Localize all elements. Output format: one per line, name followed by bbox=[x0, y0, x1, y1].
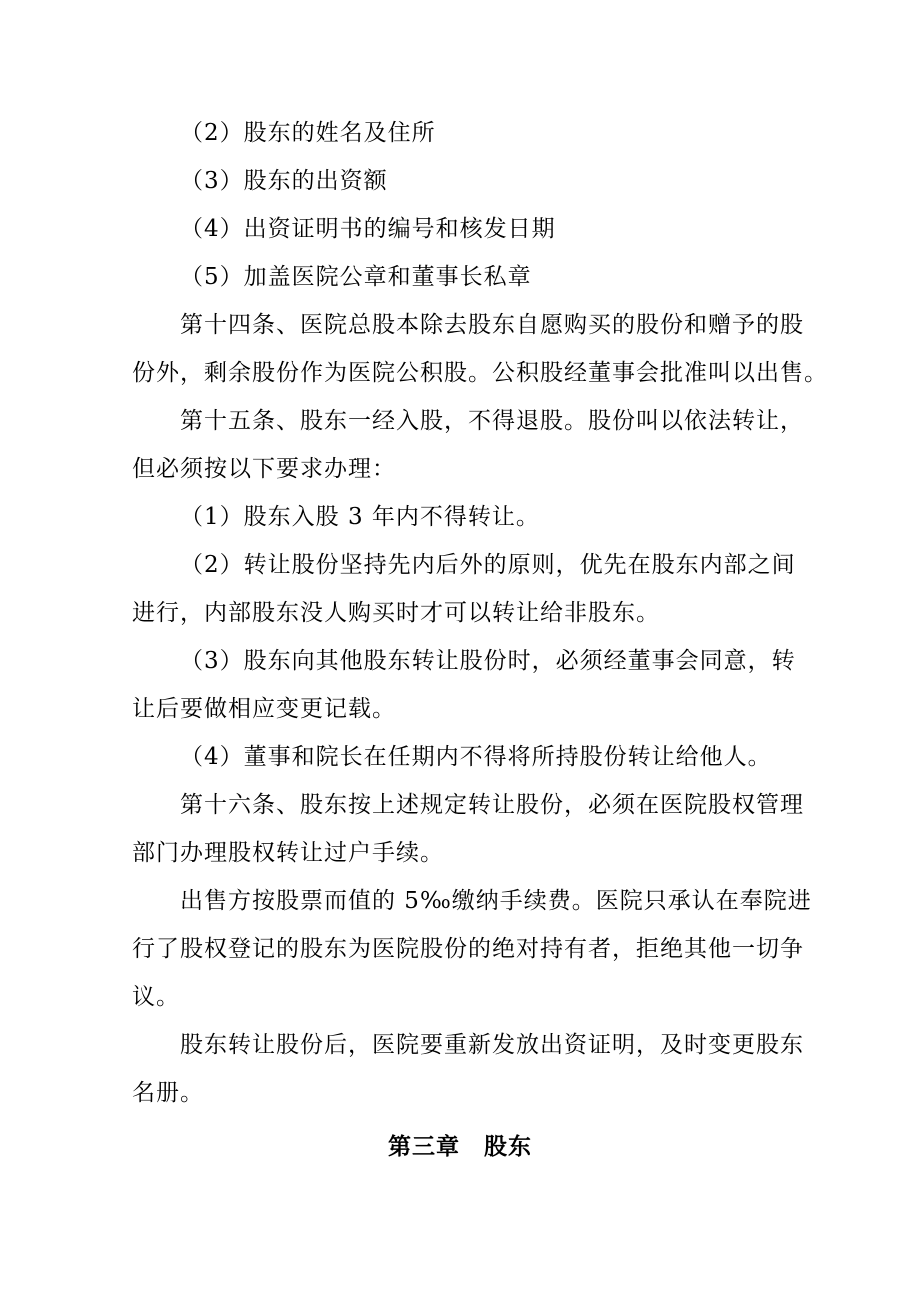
list-item: （2）股东的姓名及住所 bbox=[180, 120, 436, 146]
paragraph-line: 部门办理股权转让过户手续。 bbox=[132, 840, 444, 866]
paragraph-line: 议。 bbox=[132, 984, 180, 1010]
paragraph-line: 但必须按以下要求办理： bbox=[132, 456, 396, 482]
paragraph-line: 份外，剩余股份作为医院公积股。公积股经董事会批准叫以出售。 bbox=[132, 360, 828, 386]
paragraph-line: 第十五条、股东一经入股，不得退股。股份叫以依法转让， bbox=[180, 408, 804, 434]
list-item: （2）转让股份坚持先内后外的原则，优先在股东内部之间 bbox=[180, 552, 796, 578]
list-item: （3）股东的出资额 bbox=[180, 168, 388, 194]
list-item: （1）股东入股 3 年内不得转让。 bbox=[180, 504, 540, 530]
list-item: （4）出资证明书的编号和核发日期 bbox=[180, 216, 556, 242]
paragraph-line: 让后要做相应变更记载。 bbox=[132, 696, 396, 722]
list-item: （5）加盖医院公章和董事长私章 bbox=[180, 264, 532, 290]
paragraph-line: 股东转让股份后，医院要重新发放出资证明，及时变更股东 bbox=[180, 1032, 804, 1058]
paragraph-line: 出售方按股票而值的 5‰缴纳手续费。医院只承认在奉院进 bbox=[180, 888, 812, 914]
paragraph-line: 第十四条、医院总股本除去股东自愿购买的股份和赠予的股 bbox=[180, 312, 804, 338]
list-item: （4）董事和院长在任期内不得将所持股份转让给他人。 bbox=[180, 744, 772, 770]
paragraph-line: 第十六条、股东按上述规定转让股份，必须在医院股权管理 bbox=[180, 792, 804, 818]
paragraph-line: 名册。 bbox=[132, 1080, 204, 1106]
list-item: （3）股东向其他股东转让股份时，必须经董事会同意，转 bbox=[180, 648, 796, 674]
paragraph-line: 行了股权登记的股东为医院股份的绝对持有者，拒绝其他一切争 bbox=[132, 936, 804, 962]
paragraph-line: 进行，内部股东没人购买时才可以转让给非股东。 bbox=[132, 600, 660, 626]
chapter-heading: 第三章 股东 bbox=[388, 1134, 532, 1160]
